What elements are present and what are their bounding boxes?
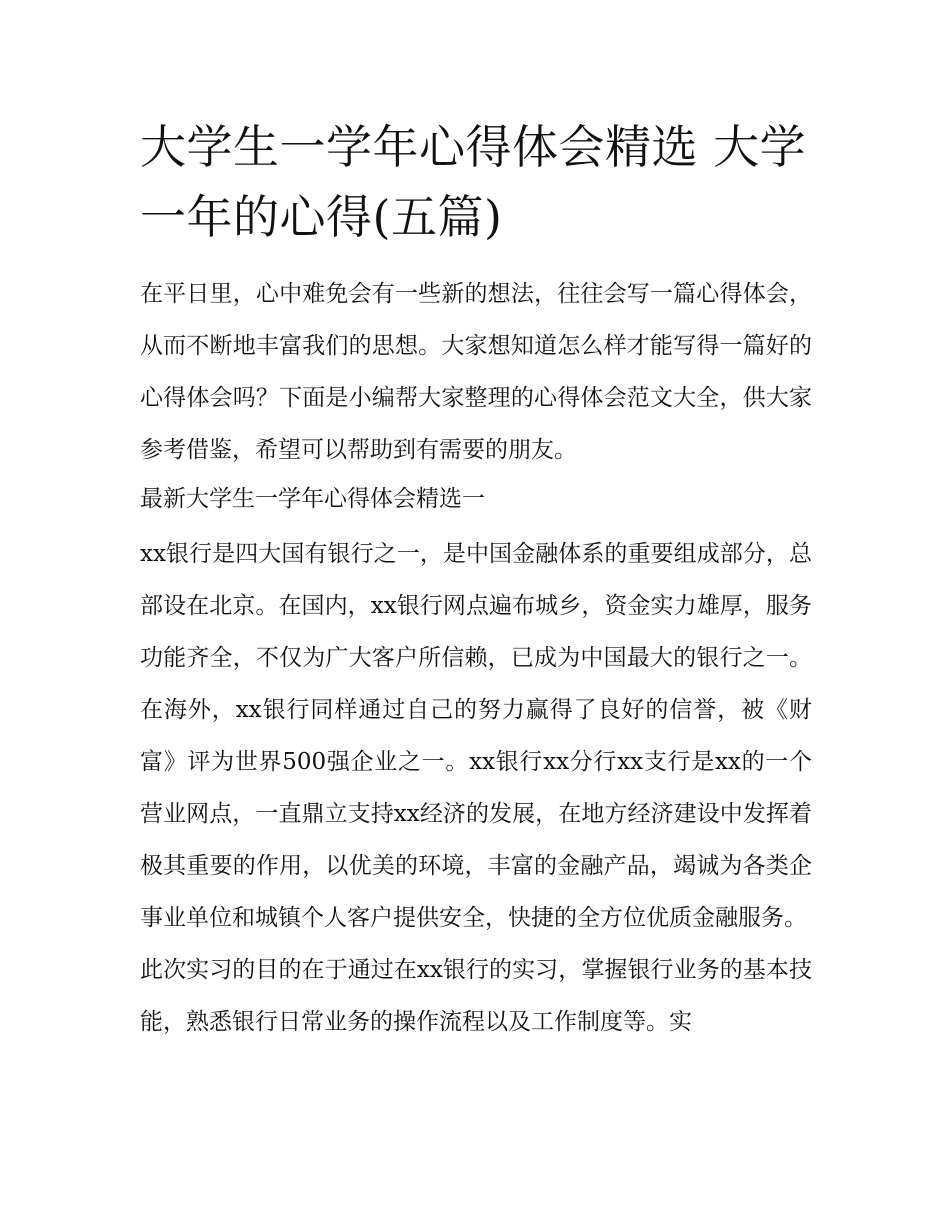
document-page	[140, 112, 812, 1048]
document-title: 大学生一学年心得体会精选 大学一年的心得(五篇)	[140, 120, 807, 244]
document-body	[140, 268, 812, 1048]
body-paragraph: xx银行是四大国有银行之一，是中国金融体系的重要组成部分，总部设在北京。在国内，xx银行网点遍布城乡，资金实力雄厚，服务功能齐全，不仅为广大客户所信赖，已成为中国最大的银行之一。在海外，xx银行同样通过自己的努力赢得了良好的信誉，被《财富》评为世界500强企业之一。xx银行xx分行xx支行是xx的一个营业网点，一直鼎立支持xx经济的发展，在地方经济建设中发挥着极其重要的作用，以优美的环境，丰富的金融产品，竭诚为各类企事业单位和城镇个人客户提供安全，快捷的全方位优质金融服务。	[140, 541, 812, 931]
intro-paragraph: 在平日里，心中难免会有一些新的想法，往往会写一篇心得体会，从而不断地丰富我们的思想。大家想知道怎么样才能写得一篇好的心得体会吗？下面是小编帮大家整理的心得体会范文大全，供大家参考借鉴，希望可以帮助到有需要的朋友。	[140, 281, 812, 463]
section-heading: 最新大学生一学年心得体会精选一	[140, 486, 485, 512]
body-paragraph: 此次实习的目的在于通过在xx银行的实习，掌握银行业务的基本技能，熟悉银行日常业务的操作流程以及工作制度等。实	[140, 957, 812, 1035]
